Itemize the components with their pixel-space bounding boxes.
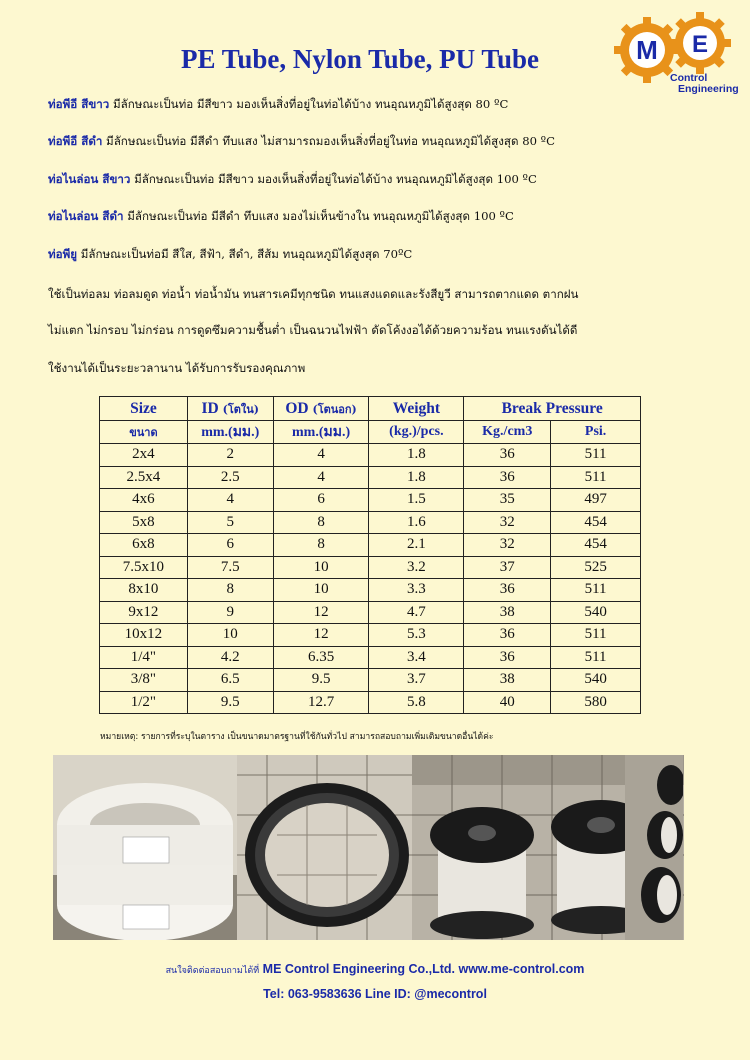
cell-id: 7.5 [187, 556, 273, 579]
paragraph-pe-black: ท่อพีอี สีดำ มีลักษณะเป็นท่อ มีสีดำ ทึบแสง ไม่สามารถมองเห็นสิ่งที่อยู่ในท่อ ทนอุณหภูมิได้สูงสุด 80 ºC [48, 134, 555, 148]
usage-line-3: ใช้งานได้เป็นระยะวลานาน ได้รับการรับรองคุณภาพ [48, 361, 306, 375]
table-row [100, 579, 641, 602]
cell-id: 6.5 [187, 669, 273, 692]
cell-weight: 5.3 [369, 624, 464, 647]
header-size: Size [100, 397, 188, 421]
cell-kgcm: 36 [464, 646, 551, 669]
cell-od: 12.7 [273, 691, 369, 714]
cell-kgcm: 36 [464, 579, 551, 602]
cell-id: 2.5 [187, 466, 273, 489]
cell-size: 1/2" [100, 691, 188, 714]
cell-kgcm: 32 [464, 511, 551, 534]
header-weight: Weight [369, 397, 464, 421]
cell-kgcm: 38 [464, 669, 551, 692]
cell-psi: 540 [551, 669, 641, 692]
table-row [100, 624, 641, 647]
table-row [100, 646, 641, 669]
cell-weight: 5.8 [369, 691, 464, 714]
table-note: หมายเหตุ: รายการที่ระบุในตาราง เป็นขนาดมาตรฐานที่ใช้กันทั่วไป สามารถสอบถามเพิ่มเติมขนาดอื่นได้ค่ะ [100, 732, 494, 742]
table-row [100, 489, 641, 512]
cell-id: 2 [187, 444, 273, 467]
cell-psi: 511 [551, 579, 641, 602]
table-row [100, 601, 641, 624]
table-row [100, 511, 641, 534]
cell-psi: 497 [551, 489, 641, 512]
paragraph-pu: ท่อพียู มีลักษณะเป็นท่อมี สีใส, สีฟ้า, สีดำ, สีส้ม ทนอุณหภูมิได้สูงสุด 70ºC [48, 247, 413, 261]
cell-psi: 454 [551, 511, 641, 534]
cell-id: 4.2 [187, 646, 273, 669]
cell-size: 9x12 [100, 601, 188, 624]
cell-id: 8 [187, 579, 273, 602]
cell-weight: 1.8 [369, 444, 464, 467]
cell-kgcm: 38 [464, 601, 551, 624]
footer-contact: Tel: 063-9583636 Line ID: @mecontrol [263, 987, 487, 1001]
cell-kgcm: 37 [464, 556, 551, 579]
photo-spools-side [625, 755, 683, 940]
cell-size: 2x4 [100, 444, 188, 467]
subheader-size: ขนาด [100, 421, 188, 444]
subheader-psi: Psi. [551, 421, 641, 444]
cell-size: 6x8 [100, 534, 188, 557]
cell-kgcm: 32 [464, 534, 551, 557]
cell-psi: 511 [551, 444, 641, 467]
cell-psi: 525 [551, 556, 641, 579]
cell-size: 8x10 [100, 579, 188, 602]
svg-text:E: E [691, 31, 709, 58]
cell-psi: 540 [551, 601, 641, 624]
cell-weight: 1.6 [369, 511, 464, 534]
cell-weight: 3.4 [369, 646, 464, 669]
cell-size: 5x8 [100, 511, 188, 534]
cell-kgcm: 36 [464, 466, 551, 489]
subheader-id: mm.(มม.) [187, 421, 273, 444]
table-row [100, 466, 641, 489]
header-id: ID (โตใน) [187, 397, 273, 421]
cell-size: 2.5x4 [100, 466, 188, 489]
cell-od: 9.5 [273, 669, 369, 692]
cell-psi: 511 [551, 646, 641, 669]
cell-psi: 511 [551, 624, 641, 647]
cell-od: 8 [273, 534, 369, 557]
cell-size: 4x6 [100, 489, 188, 512]
cell-size: 7.5x10 [100, 556, 188, 579]
cell-weight: 3.7 [369, 669, 464, 692]
cell-id: 9.5 [187, 691, 273, 714]
cell-psi: 454 [551, 534, 641, 557]
table-header-row [100, 397, 641, 421]
usage-line-2: ไม่แตก ไม่กรอบ ไม่กร่อน การดูดซึมความชื้นต่ำ เป็นฉนวนไฟฟ้า ดัดโค้งงอได้ด้วยความร้อน ทนแรงดันได้ดี [48, 323, 578, 337]
photo-black-coil [237, 755, 412, 940]
cell-od: 6 [273, 489, 369, 512]
cell-od: 12 [273, 624, 369, 647]
cell-id: 10 [187, 624, 273, 647]
table-row [100, 556, 641, 579]
cell-od: 4 [273, 466, 369, 489]
cell-size: 3/8" [100, 669, 188, 692]
table-row [100, 691, 641, 714]
cell-od: 6.35 [273, 646, 369, 669]
cell-od: 8 [273, 511, 369, 534]
cell-size: 10x12 [100, 624, 188, 647]
cell-psi: 511 [551, 466, 641, 489]
cell-kgcm: 35 [464, 489, 551, 512]
table-row [100, 669, 641, 692]
logo-wordmark: Control Engineering [670, 72, 739, 95]
cell-weight: 1.8 [369, 466, 464, 489]
cell-od: 10 [273, 556, 369, 579]
cell-id: 4 [187, 489, 273, 512]
table-row [100, 444, 641, 467]
subheader-od: mm.(มม.) [273, 421, 369, 444]
paragraph-pe-white: ท่อพีอี สีขาว มีลักษณะเป็นท่อ มีสีขาว มองเห็นสิ่งที่อยู่ในท่อได้บ้าง ทนอุณหภูมิได้สูงสุด 80 ºC [48, 97, 509, 111]
cell-od: 12 [273, 601, 369, 624]
cell-od: 4 [273, 444, 369, 467]
usage-line-1: ใช้เป็นท่อลม ท่อลมดูด ท่อน้ำ ท่อน้ำมัน ทนสารเคมีทุกชนิด ทนแสงแดดและรังสียูวี สามารถตากแดด ตากฝน [48, 287, 579, 301]
svg-text:M: M [636, 35, 658, 65]
cell-weight: 2.1 [369, 534, 464, 557]
subheader-weight: (kg.)/pcs. [369, 421, 464, 444]
table-subheader-row [100, 421, 641, 444]
cell-od: 10 [273, 579, 369, 602]
spec-table [99, 396, 641, 714]
cell-id: 6 [187, 534, 273, 557]
header-od: OD (โตนอก) [273, 397, 369, 421]
header-break-pressure: Break Pressure [464, 397, 641, 421]
cell-weight: 1.5 [369, 489, 464, 512]
cell-size: 1/4" [100, 646, 188, 669]
paragraph-nylon-black: ท่อไนล่อน สีดำ มีลักษณะเป็นท่อ มีสีดำ ทึบแสง มองไม่เห็นข้างใน ทนอุณหภูมิได้สูงสุด 100 ºC [48, 209, 514, 223]
cell-kgcm: 36 [464, 444, 551, 467]
cell-weight: 3.3 [369, 579, 464, 602]
cell-kgcm: 40 [464, 691, 551, 714]
cell-id: 5 [187, 511, 273, 534]
subheader-kgcm: Kg./cm3 [464, 421, 551, 444]
table-row [100, 534, 641, 557]
page-title: PE Tube, Nylon Tube, PU Tube [181, 44, 539, 74]
cell-psi: 580 [551, 691, 641, 714]
footer-company: สนใจติดต่อสอบถามได้ที่ ME Control Engineering Co.,Ltd. www.me-control.com [165, 962, 585, 976]
photo-white-coils [53, 755, 237, 940]
cell-weight: 3.2 [369, 556, 464, 579]
paragraph-nylon-white: ท่อไนล่อน สีขาว มีลักษณะเป็นท่อ มีสีขาว มองเห็นสิ่งที่อยู่ในท่อได้บ้าง ทนอุณหภูมิได้สูงสุด 100 ºC [48, 172, 537, 186]
cell-kgcm: 36 [464, 624, 551, 647]
cell-weight: 4.7 [369, 601, 464, 624]
cell-id: 9 [187, 601, 273, 624]
